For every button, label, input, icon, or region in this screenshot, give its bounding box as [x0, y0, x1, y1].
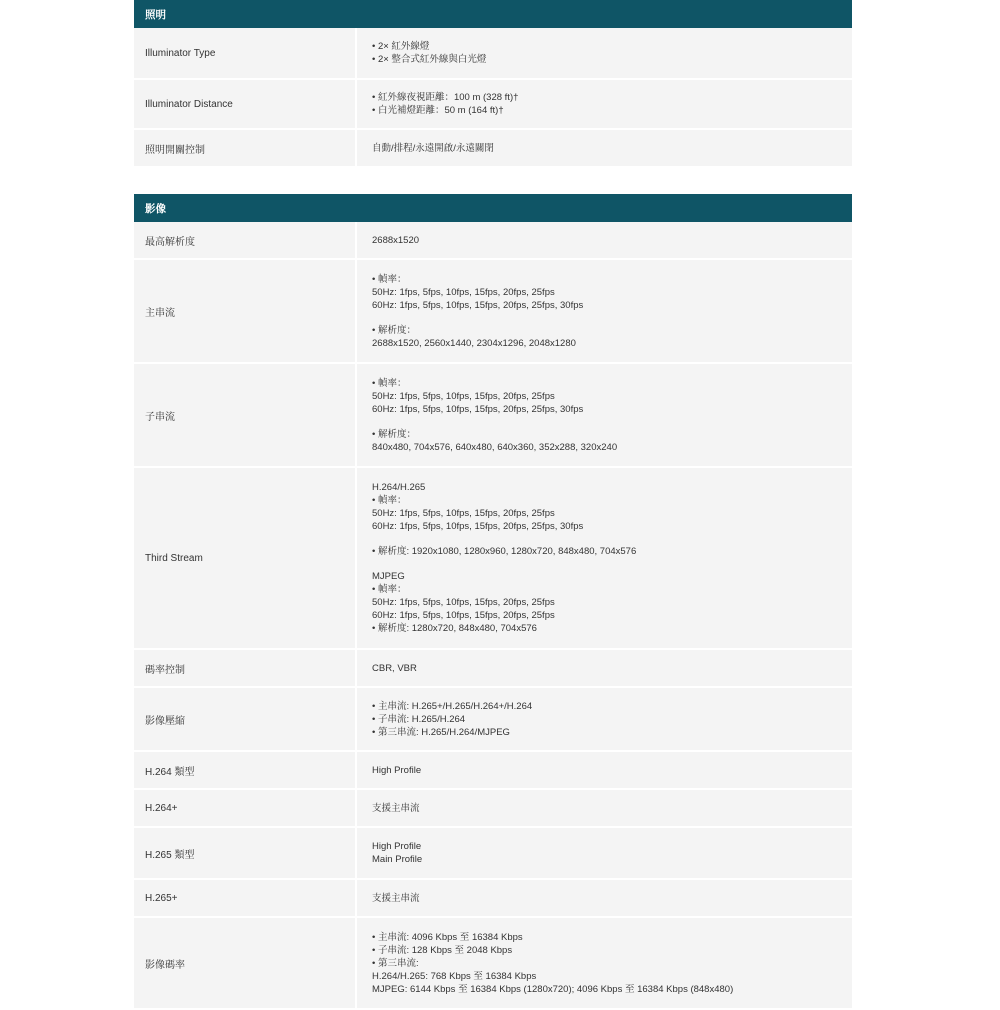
spec-row — [134, 130, 852, 168]
spec-value — [357, 364, 852, 466]
spec-value-line: • 主串流: H.265+/H.265/H.264+/H.264 — [372, 700, 533, 712]
spec-value-line: H.264/H.265 — [372, 482, 426, 493]
spec-label: H.264+ — [134, 790, 357, 826]
spec-value — [357, 828, 852, 878]
spec-row — [134, 880, 852, 918]
spec-value-line: • 解析度： — [372, 324, 416, 336]
spec-row — [134, 28, 852, 80]
spec-value — [357, 80, 852, 128]
spec-label: 最高解析度 — [134, 222, 357, 258]
spec-value-line: • 幀率： — [372, 377, 407, 389]
spec-value-line: 2688x1520 — [372, 234, 420, 246]
spec-value — [357, 688, 852, 750]
spec-value-line: • 解析度: 1920x1080, 1280x960, 1280x720, 848x480, 704x576 — [372, 546, 637, 557]
spec-value — [357, 880, 852, 916]
spec-value-line: • 子串流: H.265/H.264 — [372, 713, 466, 725]
spec-value — [357, 918, 852, 1008]
spec-label: 主串流 — [134, 260, 357, 362]
spec-value-line: 60Hz: 1fps, 5fps, 10fps, 15fps, 20fps, 25fps — [372, 610, 555, 621]
spec-value-line: 60Hz: 1fps, 5fps, 10fps, 15fps, 20fps, 25fps, 30fps — [372, 299, 584, 311]
spec-value — [357, 260, 852, 362]
spec-value — [357, 752, 852, 788]
spec-label: 照明開關控制 — [134, 130, 357, 166]
spec-section — [134, 0, 852, 168]
spec-label: Third Stream — [134, 468, 357, 648]
spec-section — [134, 194, 852, 1010]
spec-value-line: 50Hz: 1fps, 5fps, 10fps, 15fps, 20fps, 25fps — [372, 390, 555, 402]
spec-value — [357, 790, 852, 826]
spec-value-line: • 白光補燈距離：50 m (164 ft)† — [372, 105, 504, 116]
spec-value-line: • 第三串流: — [372, 957, 419, 969]
spec-value-line: • 第三串流: H.265/H.264/MJPEG — [372, 726, 510, 738]
spec-value-line: 840x480, 704x576, 640x480, 640x360, 352x288, 320x240 — [372, 441, 618, 453]
spec-value-line: • 紅外線夜視距離：100 m (328 ft)† — [372, 92, 519, 103]
spec-value-line: • 2× 整合式紅外線與白光燈 — [372, 54, 487, 65]
spec-label: 影像碼率 — [134, 918, 357, 1008]
spec-label: H.265+ — [134, 880, 357, 916]
spec-value-line: • 解析度： — [372, 428, 416, 440]
spec-value-line: MJPEG — [372, 571, 405, 582]
spec-label: 影像壓縮 — [134, 688, 357, 750]
spec-value-line: 支援主串流 — [372, 802, 420, 814]
spec-value-line: 50Hz: 1fps, 5fps, 10fps, 15fps, 20fps, 25fps — [372, 508, 555, 519]
spec-row — [134, 828, 852, 880]
spec-value-line: • 2× 紅外線燈 — [372, 41, 430, 52]
section-title: 照明 — [134, 0, 852, 28]
spec-value-line: 支援主串流 — [372, 892, 420, 904]
spec-label: 碼率控制 — [134, 650, 357, 686]
spec-label: Illuminator Distance — [134, 80, 357, 128]
spec-value-line: 50Hz: 1fps, 5fps, 10fps, 15fps, 20fps, 25fps — [372, 597, 555, 608]
spec-value-line: 60Hz: 1fps, 5fps, 10fps, 15fps, 20fps, 25fps, 30fps — [372, 521, 584, 532]
spec-row — [134, 790, 852, 828]
spec-value-line: • 幀率： — [372, 495, 407, 506]
spec-value-line: • 幀率： — [372, 584, 407, 595]
spec-label: 子串流 — [134, 364, 357, 466]
spec-value-line: 自動/排程/永遠開啟/永遠關閉 — [372, 142, 494, 154]
spec-value-line: MJPEG: 6144 Kbps 至 16384 Kbps (1280x720); 4096 Kbps 至 16384 Kbps (848x480) — [372, 983, 734, 995]
spec-value-line: High Profile — [372, 764, 422, 776]
spec-value-line: High Profile — [372, 841, 422, 852]
spec-row — [134, 752, 852, 790]
spec-row — [134, 260, 852, 364]
spec-value-line: H.264/H.265: 768 Kbps 至 16384 Kbps — [372, 970, 537, 982]
spec-value-line: • 主串流: 4096 Kbps 至 16384 Kbps — [372, 931, 523, 943]
spec-value-line: • 解析度: 1280x720, 848x480, 704x576 — [372, 623, 537, 634]
spec-row — [134, 364, 852, 468]
section-title: 影像 — [134, 194, 852, 222]
spec-value — [357, 28, 852, 78]
spec-value-line: • 幀率： — [372, 273, 407, 285]
spec-value-line: 60Hz: 1fps, 5fps, 10fps, 15fps, 20fps, 25fps, 30fps — [372, 403, 584, 415]
spec-value-line: CBR, VBR — [372, 662, 417, 674]
spec-label: Illuminator Type — [134, 28, 357, 78]
spec-label: H.265 類型 — [134, 828, 357, 878]
spec-row — [134, 468, 852, 650]
spec-row — [134, 918, 852, 1010]
spec-value — [357, 650, 852, 686]
spec-row — [134, 222, 852, 260]
spec-value — [357, 222, 852, 258]
spec-value-line: • 子串流: 128 Kbps 至 2048 Kbps — [372, 944, 513, 956]
spec-value — [357, 130, 852, 166]
spec-value — [357, 468, 852, 648]
spec-label: H.264 類型 — [134, 752, 357, 788]
spec-value-line: 2688x1520, 2560x1440, 2304x1296, 2048x1280 — [372, 337, 576, 349]
spec-row — [134, 688, 852, 752]
spec-value-line: 50Hz: 1fps, 5fps, 10fps, 15fps, 20fps, 25fps — [372, 286, 555, 298]
spec-row — [134, 80, 852, 130]
spec-value-line: Main Profile — [372, 854, 423, 865]
spec-row — [134, 650, 852, 688]
